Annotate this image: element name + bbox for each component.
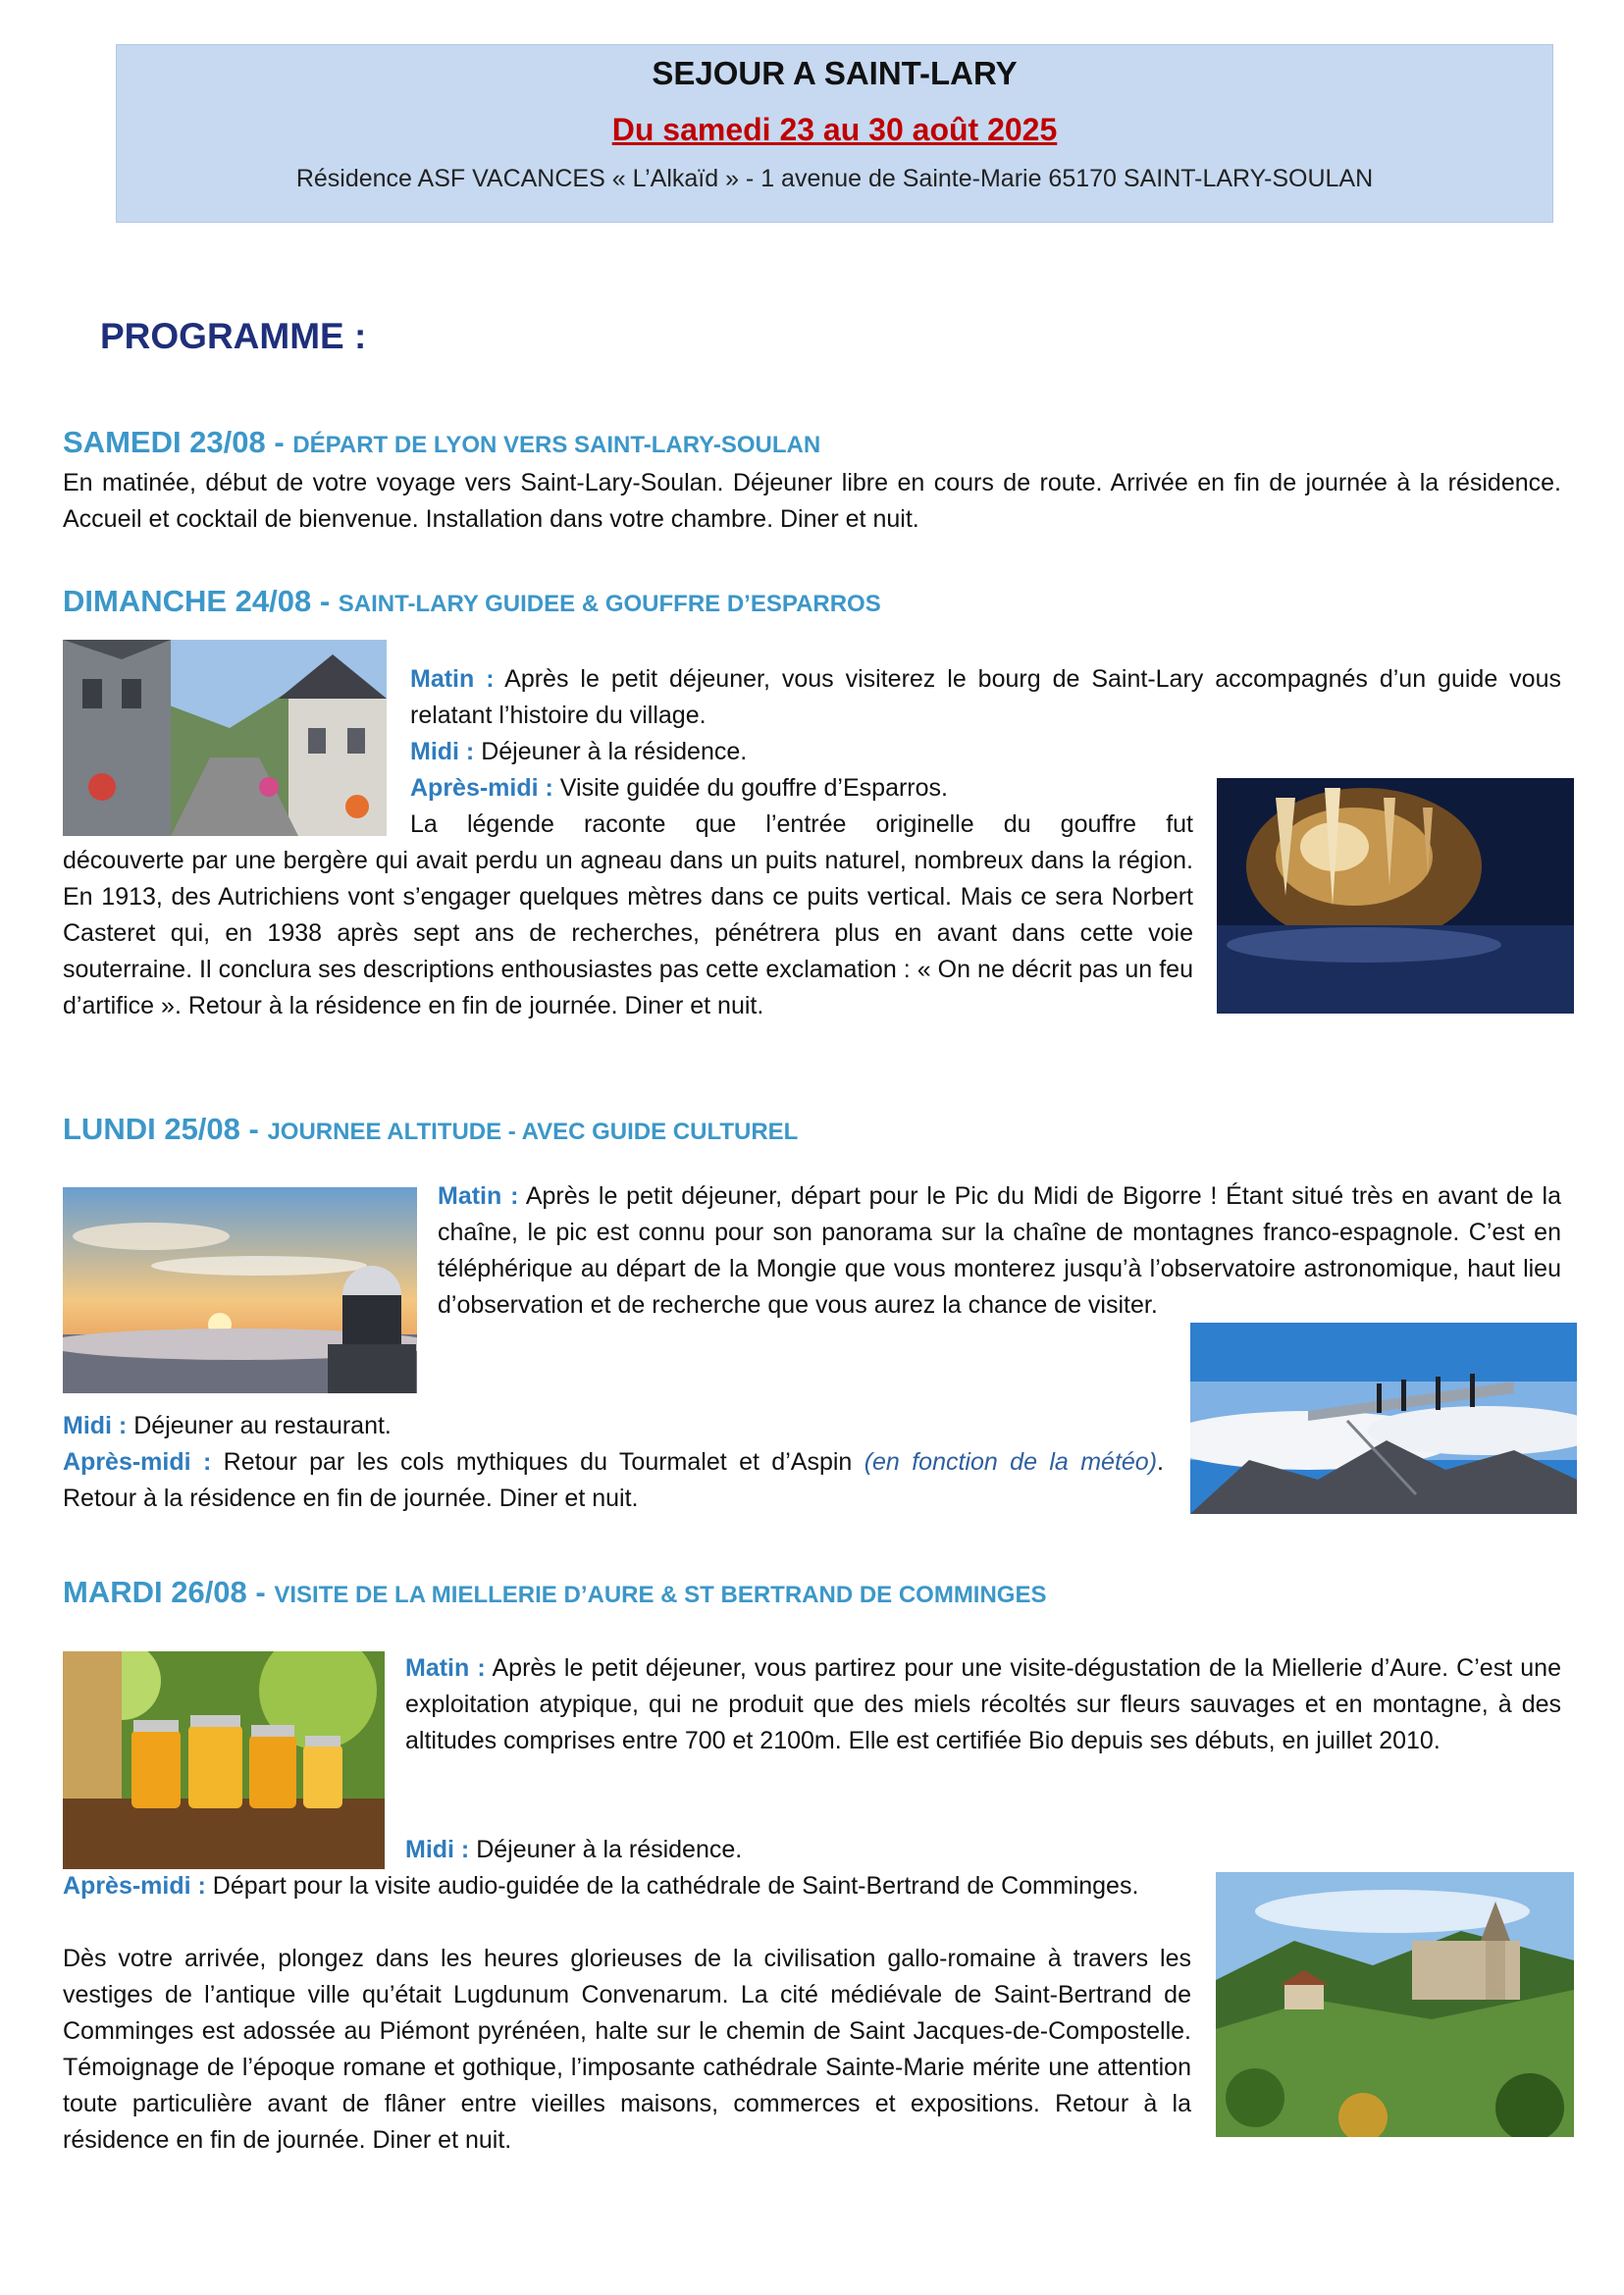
dimanche-legend-start: La légende raconte que l’entrée originelle du gouffre fut [410,810,1193,838]
day-heading-main: LUNDI 25/08 - [63,1112,268,1146]
midi-text: Déjeuner à la résidence. [474,738,748,765]
header-box [116,44,1553,223]
apres-midi-label: Après-midi : [410,774,553,802]
day-heading-sub: VISITE DE LA MIELLERIE D’AURE & ST BERTRAND DE COMMINGES [274,1582,1047,1608]
matin-text: Après le petit déjeuner, vous visiterez le bourg de Saint-Lary accompagnés d’un guide vous relatant l’histoire du village. [410,665,1561,729]
day-heading-sub: DÉPART DE LYON VERS SAINT-LARY-SOULAN [292,432,821,458]
midi-text: Déjeuner à la résidence. [469,1836,743,1863]
trip-title: SEJOUR A SAINT-LARY [652,55,1018,91]
pic-du-midi-sunset-photo [63,1187,417,1393]
day-heading-lundi [63,1112,798,1147]
programme-title: PROGRAMME : [100,316,367,356]
mardi-matin [405,1650,1561,1759]
matin-label: Matin : [410,665,495,693]
day-heading-main: DIMANCHE 24/08 - [63,584,339,618]
meteo-note: (en fonction de la météo) [864,1448,1158,1476]
apres-midi-text: Départ pour la visite audio-guidée de la cathédrale de Saint-Bertrand de Comminges. [205,1872,1139,1900]
dimanche-legend-rest: découverte par une bergère qui avait perdu un agneau dans un puits naturel, nombreux dans la région. En 1913, des Autrichiens vont s’engager quelques mètres dans ce puits vertical. Mais ce sera Norbert Casteret qui, en 1938 après sept ans de recherches, pénétrera plus en avant dans cette voie souterraine. Il conclura ses descriptions enthousiastes pas cette exclamation : « On ne décrit pas un feu d’artifice ». Retour à la résidence en fin de journée. Diner et nuit. [63,847,1193,1019]
mardi-apres-midi [63,1868,1191,1904]
matin-label: Matin : [405,1654,486,1682]
day-heading-sub: JOURNEE ALTITUDE - AVEC GUIDE CULTUREL [267,1119,799,1145]
apres-midi-text: Visite guidée du gouffre d’Esparros. [552,774,948,802]
matin-text: Après le petit déjeuner, départ pour le Pic du Midi de Bigorre ! Étant situé très en avant de la chaîne, le pic est connu pour son panorama sur la chaîne de montagnes franco-espagnole. C’est en téléphérique au départ de la Mongie que vous monterez jusqu’à l’observatoire astronomique, haut lieu d’observation et de recherche que vous aurez la chance de visiter. [438,1182,1561,1319]
matin-label: Matin : [438,1182,519,1210]
residence-address: Résidence ASF VACANCES « L’Alkaïd » - 1 avenue de Sainte-Marie 65170 SAINT-LARY-SOULAN [295,165,1374,192]
pic-du-midi-pontoon-photo [1190,1323,1577,1514]
lundi-matin [438,1178,1561,1324]
trip-dates: Du samedi 23 au 30 août 2025 [611,112,1058,147]
saint-bertrand-photo [1216,1872,1574,2137]
apres-midi-label: Après-midi : [63,1872,206,1900]
day-heading-dimanche [63,584,881,619]
day-heading-main: SAMEDI 23/08 - [63,425,293,459]
midi-label: Midi : [405,1836,470,1863]
midi-text: Déjeuner au restaurant. [127,1412,392,1439]
lundi-apres-midi [63,1444,1164,1517]
day-heading-mardi [63,1575,1047,1610]
samedi-text: En matinée, début de votre voyage vers Saint-Lary-Soulan. Déjeuner libre en cours de route. Arrivée en fin de journée à la résidence. Accueil et cocktail de bienvenue. Installation dans votre chambre. Diner et nuit. [63,469,1561,533]
day-heading-samedi [63,425,820,460]
dimanche-matin [410,661,1561,734]
dimanche-apres-midi [410,770,1195,807]
honey-jars-photo [63,1651,385,1869]
mardi-detail: Dès votre arrivée, plongez dans les heures glorieuses de la civilisation gallo-romaine à travers les vestiges de l’antique ville qu’était Lugdunum Convenarum. La cité médiévale de Saint-Bertrand de Comminges est adossée au Piémont pyrénéen, halte sur le chemin de Saint Jacques-de-Compostelle. Témoignage de l’époque romane et gothique, l’imposante cathédrale Sainte-Marie mérite une attention toute particulière avant de flâner entre vieilles maisons, commerces et expositions. Retour à la résidence en fin de journée. Diner et nuit. [63,1945,1191,2154]
midi-label: Midi : [63,1412,128,1439]
gouffre-esparros-photo [1217,778,1574,1014]
apres-midi-label: Après-midi : [63,1448,212,1476]
day-heading-main: MARDI 26/08 - [63,1575,275,1609]
dimanche-midi [410,734,1195,770]
apres-midi-text: Retour par les cols mythiques du Tourmalet et d’Aspin [211,1448,864,1476]
matin-text: Après le petit déjeuner, vous partirez pour une visite-dégustation de la Miellerie d’Aure. C’est une exploitation atypique, qui ne produit que des miels récoltés sur fleurs sauvages et en montagne, à des altitudes comprises entre 700 et 2100m. Elle est certifiée Bio depuis ses débuts, en juillet 2010. [405,1654,1561,1754]
apres-midi-end: . Retour à la résidence en fin de journée. Diner et nuit. [63,1448,1164,1512]
mardi-midi [405,1832,1190,1868]
lundi-midi [63,1408,1162,1444]
saint-lary-street-photo [63,640,387,836]
day-heading-sub: SAINT-LARY GUIDEE & GOUFFRE D’ESPARROS [338,591,881,617]
midi-label: Midi : [410,738,475,765]
